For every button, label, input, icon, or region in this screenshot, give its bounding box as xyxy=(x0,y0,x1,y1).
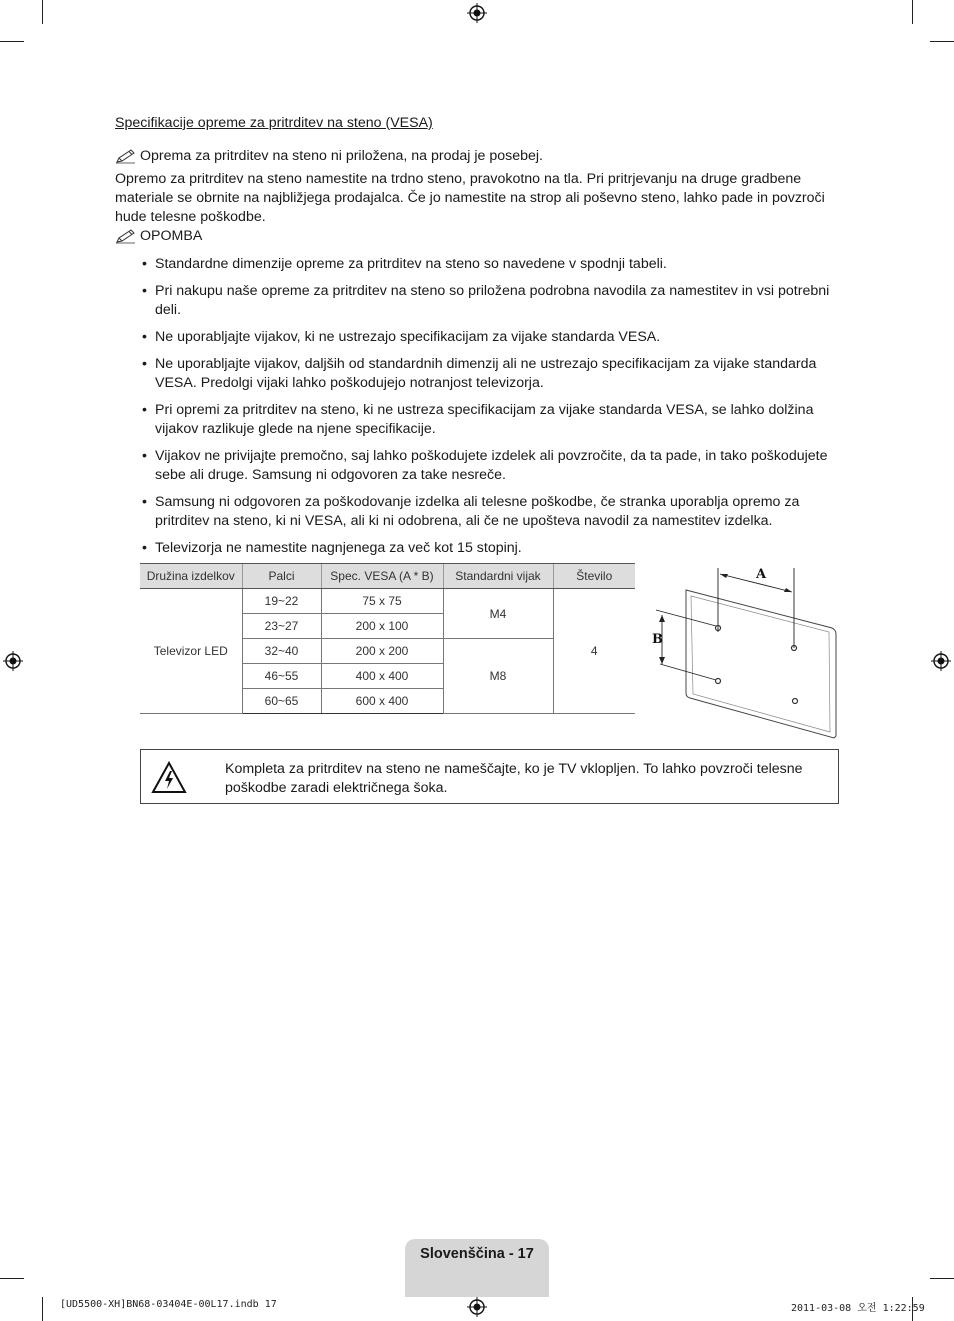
crop-mark xyxy=(912,0,913,24)
list-item: • Pri opremi za pritrditev na steno, ki ne ustreza specifikacijam za vijake standarda VESA, se lahko dolžina vijakov razlikuje glede na njene specifikacije. xyxy=(142,401,840,439)
dimension-label-b: B xyxy=(652,632,663,647)
count-cell: 4 xyxy=(553,589,635,714)
column-header: Družina izdelkov xyxy=(140,564,242,589)
product-family-cell: Televizor LED xyxy=(140,589,242,714)
pencil-note-icon xyxy=(115,148,137,164)
note-bullet-list xyxy=(142,255,840,558)
warning-box xyxy=(140,749,839,804)
list-item: • Ne uporabljajte vijakov, daljših od standardnih dimenzij ali ne ustrezajo specifikacijam za vijake standarda VESA. Predolgi vijaki lahko poškodujejo notranjost televizorja. xyxy=(142,355,840,393)
column-header: Spec. VESA (A * B) xyxy=(321,564,443,589)
table-header-row xyxy=(140,564,635,589)
vesa-cell: 400 x 400 xyxy=(321,664,443,689)
screw-cell: M8 xyxy=(443,639,553,714)
tv-mount-diagram xyxy=(650,560,840,740)
note-line xyxy=(115,147,840,166)
inches-cell: 32~40 xyxy=(242,639,321,664)
dimension-label-a: A xyxy=(756,567,767,582)
pencil-note-icon xyxy=(115,228,137,244)
column-header: Standardni vijak xyxy=(443,564,553,589)
page-number: Slovenščina - 17 xyxy=(420,1246,534,1262)
inches-cell: 19~22 xyxy=(242,589,321,614)
crop-mark xyxy=(0,41,24,42)
list-item: • Televizorja ne namestite nagnjenega za več kot 15 stopinj. xyxy=(142,539,840,558)
list-item: • Standardne dimenzije opreme za pritrditev na steno so navedene v spodnji tabeli. xyxy=(142,255,840,274)
note-text: Oprema za pritrditev na steno ni priložena, na prodaj je posebej. xyxy=(140,148,543,164)
footer-file-info: [UD5500-XH]BN68-03404E-00L17.indb 17 xyxy=(60,1299,277,1310)
registration-mark-icon xyxy=(3,651,23,671)
mount-hole xyxy=(793,699,798,704)
inches-cell: 23~27 xyxy=(242,614,321,639)
arrow-head xyxy=(784,588,792,592)
note-heading xyxy=(115,227,840,246)
registration-mark-icon xyxy=(467,1297,487,1317)
section-heading: Specifikacije opreme za pritrditev na steno (VESA) xyxy=(115,115,433,131)
vesa-spec-table xyxy=(140,563,635,714)
vesa-cell: 75 x 75 xyxy=(321,589,443,614)
vesa-cell: 200 x 100 xyxy=(321,614,443,639)
note-label: OPOMBA xyxy=(140,228,203,244)
vesa-cell: 600 x 400 xyxy=(321,689,443,714)
mount-hole xyxy=(716,679,721,684)
list-item: • Samsung ni odgovoren za poškodovanje izdelka ali telesne poškodbe, če stranka uporablja opremo za pritrditev na steno, ki ni VESA, ali ki ni odobrena, ali če ne upošteva navodil za namestitev izdelka. xyxy=(142,493,840,531)
footer-timestamp: 2011-03-08 오전 1:22:59 xyxy=(791,1303,925,1314)
registration-mark-icon xyxy=(467,3,487,23)
inches-cell: 60~65 xyxy=(242,689,321,714)
screw-cell: M4 xyxy=(443,589,553,639)
install-paragraph: Opremo za pritrditev na steno namestite na trdno steno, pravokotno na tla. Pri pritrjevanju na druge gradbene materiale se obrnite na najbližjega prodajalca. Če jo namestite na strop ali poševno steno, lahko pade in povzroči hude telesne poškodbe. xyxy=(115,171,825,225)
crop-mark xyxy=(0,1278,24,1279)
page-number-tab xyxy=(405,1239,549,1297)
vesa-section xyxy=(115,114,840,566)
column-header: Število xyxy=(553,564,635,589)
inches-cell: 46~55 xyxy=(242,664,321,689)
crop-mark xyxy=(42,0,43,24)
column-header: Palci xyxy=(242,564,321,589)
list-item: • Pri nakupu naše opreme za pritrditev na steno so priložena podrobna navodila za namestitev in vsi potrebni deli. xyxy=(142,282,840,320)
dimension-line xyxy=(660,664,716,680)
crop-mark xyxy=(930,41,954,42)
arrow-head xyxy=(720,574,728,578)
table-row xyxy=(140,589,635,614)
warning-text: Kompleta za pritrditev na steno ne nameščajte, ko je TV vklopljen. To lahko povzroči telesne poškodbe zaradi električnega šoka. xyxy=(225,761,803,796)
crop-mark xyxy=(42,1297,43,1321)
list-item: • Vijakov ne privijajte premočno, saj lahko poškodujete izdelek ali povzročite, da ta pade, in tako poškodujete sebe ali druge. Samsung ni odgovoren za take nesreče. xyxy=(142,447,840,485)
tv-back-outline xyxy=(686,590,836,738)
lightning-warning-icon xyxy=(151,760,187,796)
arrow-head xyxy=(659,615,665,622)
crop-mark xyxy=(930,1278,954,1279)
tv-back-inner-outline xyxy=(691,596,830,732)
list-item: • Ne uporabljajte vijakov, ki ne ustrezajo specifikacijam za vijake standarda VESA. xyxy=(142,328,840,347)
arrow-head xyxy=(659,657,665,664)
registration-mark-icon xyxy=(931,651,951,671)
vesa-cell: 200 x 200 xyxy=(321,639,443,664)
